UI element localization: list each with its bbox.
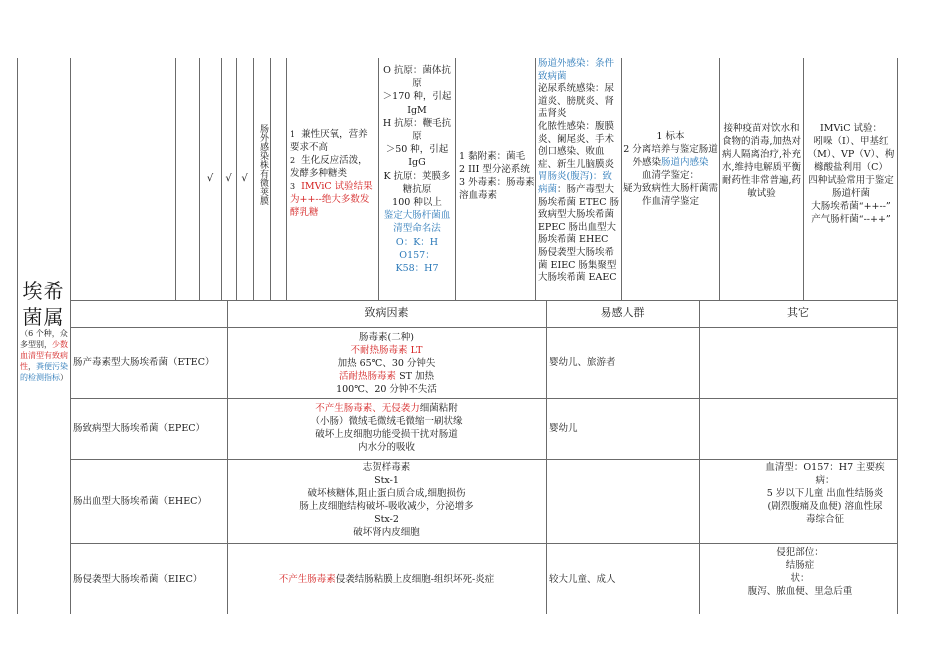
col-divider (175, 58, 176, 300)
row-name-eiec: 肠侵袭型大肠埃希菌（EIEC） (73, 574, 203, 585)
row-divider (70, 543, 897, 544)
col-divider (270, 58, 271, 300)
genus-note-end: ） (60, 373, 68, 382)
etec-line-4: ST 加热 (396, 371, 434, 382)
other-ehec (765, 461, 885, 526)
disease-blue-top: 肠道外感染：条件致病菌 (538, 58, 615, 82)
ehec-line-1: 志贺样毒素 (362, 462, 411, 473)
antigen-o2: ＞170 种，引起 IgM (382, 91, 452, 116)
genus-note-red: 少数血清型有致病性 (20, 340, 68, 371)
ehec-line-2: Stx-1 (374, 475, 399, 486)
ehec-line-5: Stx-2 (374, 514, 399, 525)
header-people: 易感人群 (600, 306, 645, 319)
imvic-line-5: 产气肠杆菌“--++” (811, 214, 891, 225)
antigen-o1: O 抗原：菌体抗原 (383, 65, 451, 90)
col-divider (699, 300, 700, 614)
diagnosis-line-1: 1 标本 (656, 131, 685, 142)
epec-line-4: 内水分的吸收 (357, 442, 415, 453)
eiec-other-4: 腹泻、脓血便、里急后重 (747, 586, 853, 597)
row-divider (70, 300, 897, 301)
virulence-line-3: 3 外毒素：肠毒素溶血毒素 (459, 177, 535, 201)
antigen-h2: ＞50 种，引起 IgG (385, 144, 449, 169)
antigen-h1: H 抗原：鞭毛抗原 (382, 117, 452, 143)
culture-num-3: 3 (290, 182, 296, 191)
eiec-line-1-red: 不产生肠毒素 (278, 574, 336, 585)
col-divider (378, 58, 379, 300)
etec-line-1: 肠毒素(二种) (359, 332, 414, 343)
genus-title: 埃希菌属 (22, 279, 65, 329)
epec-line-1-red: 不产生肠毒素、无侵袭力 (315, 403, 420, 414)
header-factor: 致病因素 (364, 306, 409, 319)
check-mark: √ (241, 173, 248, 184)
diagnosis-line-2-blue: 肠道内感染 (661, 157, 709, 168)
check-mark: √ (206, 173, 214, 184)
ehec-other-1: 血清型：O157：H7 主要疾病： (765, 462, 885, 486)
disease-line-2: 化脓性感染：腹膜炎、阑尾炎、手术创口感染、败血症、新生儿脑膜炎 (538, 120, 615, 170)
imvic-line-1: IMViC 试验： (819, 123, 882, 134)
genus-note (18, 328, 70, 383)
antigen-k2: 100 种以上 (392, 197, 442, 209)
diagnosis-line-4: 疑为致病性大肠杆菌需作血清学鉴定 (623, 183, 719, 207)
prevention-line-1: 接种疫苗对饮水和食物的消毒,加热对病人隔离治疗,补充水,维持电解质平衡 (721, 123, 802, 173)
culture-line-2: 生化反应活泼，发酵多种糖类 (290, 155, 368, 179)
imvic-line-4: 大肠埃希菌“++--” (811, 201, 891, 212)
col-divider (455, 58, 456, 300)
ehec-other-2: 5 岁以下儿童 出血性结肠炎 (766, 488, 884, 499)
genus-note-sep: ， (28, 362, 36, 371)
diagnosis-line-2: 2 分离培养与鉴定肠道外感染 (623, 144, 718, 168)
row-name-ehec: 肠出血型大肠埃希菌（EHEC） (73, 496, 207, 507)
etec-line-5: 100℃、20 分钟不失活 (336, 384, 437, 395)
col-divider (621, 58, 622, 300)
col-divider (546, 300, 547, 614)
prevention-line-2: 耐药性非常普遍,药敏试验 (721, 175, 802, 199)
antigen-blue-1: 鉴定大肠杆菌血清型命名法 (383, 210, 451, 235)
prevention-cell (721, 122, 802, 200)
ehec-other-3: (剧烈腹痛及血便) 溶血性尿毒综合征 (767, 501, 883, 525)
header-other: 其它 (787, 306, 809, 319)
culture-line-3: IMViC 试验结果为++--绝大多数发酵乳糖 (290, 181, 373, 218)
ehec-line-6: 破坏肾内皮细胞 (353, 527, 420, 538)
antigen-blue-4: K58：H7 (395, 263, 439, 275)
antigen-k1: K 抗原：荚膜多糖抗原 (383, 170, 451, 195)
capsule-vertical-label: 肠外感染株有微荚膜 (258, 124, 268, 205)
ehec-line-4: 肠上皮细胞结构破坏-吸收减少，分泌增多 (299, 501, 474, 512)
row-name-etec: 肠产毒素型大肠埃希菌（ETEC） (73, 357, 215, 368)
genus-column-divider (70, 58, 71, 614)
eiec-line-1: 侵袭结肠粘膜上皮细胞-组织坏死-炎症 (335, 574, 495, 585)
ehec-line-3: 破坏核糖体,阻止蛋白质合成,细胞损伤 (307, 488, 466, 499)
border-right (897, 58, 898, 614)
etec-line-3: 加热 65℃、30 分钟失 (337, 358, 436, 369)
check-mark: √ (225, 173, 232, 184)
epec-line-1: 细菌粘附 (419, 403, 458, 414)
imvic-line-2: 吲哚（I）、甲基红（M）、VP（V）、枸橼酸盐利用（C） (807, 136, 895, 173)
virulence-line-1: 1 黏附素：菌毛 (459, 151, 526, 162)
antigen-cell (380, 64, 454, 275)
col-divider (286, 58, 287, 300)
disease-line-1: 泌尿系统感染：尿道炎、膀胱炎、肾盂肾炎 (538, 83, 615, 120)
row-divider (70, 327, 897, 328)
culture-cell (290, 128, 376, 219)
eiec-other-3: 状： (790, 573, 810, 584)
factor-epec (227, 402, 546, 454)
row-divider (70, 398, 897, 399)
antigen-blue-3: O157： (399, 249, 435, 261)
epec-line-2: （小肠）微绒毛微绒毛微缩一刷状缘 (310, 416, 463, 427)
disease-cell (538, 58, 620, 285)
people-epec: 婴幼儿 (549, 423, 578, 434)
diagnosis-cell (623, 130, 718, 208)
col-divider (719, 58, 720, 300)
col-divider (535, 58, 536, 300)
factor-ehec (227, 461, 546, 539)
etec-line-4-red: 活耐热肠毒素 (339, 371, 397, 382)
genus-note-plain: （6 个种，众多型别， (20, 329, 68, 349)
row-divider (70, 459, 897, 460)
row-name-epec: 肠致病型大肠埃希菌（EPEC） (73, 423, 206, 434)
imvic-cell (805, 122, 897, 226)
disease-blue-mid: 胃肠炎(腹泻)：致病菌 (538, 171, 612, 195)
col-divider (803, 58, 804, 300)
virulence-line-2: 2 III 型分泌系统 (459, 164, 530, 175)
virulence-cell (459, 150, 535, 202)
diagnosis-line-3: 血清学鉴定： (641, 170, 699, 181)
disease-line-3: ：肠产毒型大肠埃希菌 ETEC 肠致病型大肠埃希菌 EPEC 肠出血型大肠埃希菌 EHEC 肠侵袭型大肠埃希菌 EIEC 肠集聚型大肠埃希菌 EAEC (538, 183, 620, 284)
etec-line-2: 不耐热肠毒素 LT (350, 345, 423, 356)
other-eiec (735, 546, 865, 598)
col-divider (253, 58, 254, 300)
culture-num-2: 2 (290, 156, 296, 165)
antigen-blue-2: O：K：H (395, 236, 439, 248)
people-etec: 婴幼儿、旅游者 (549, 357, 616, 368)
culture-line-1: 兼性厌氧，营养要求不高 (290, 129, 368, 153)
factor-etec (227, 331, 546, 396)
epec-line-3: 破坏上皮细胞功能受损干扰对肠道 (315, 429, 458, 440)
culture-num-1: 1 (290, 130, 296, 139)
factor-eiec (227, 573, 546, 586)
people-eiec: 较大儿童、成人 (549, 574, 616, 585)
imvic-line-3: 四种试验常用于鉴定肠道杆菌 (808, 175, 894, 199)
genus-note-blue: 粪便污染的检测指标 (20, 362, 68, 382)
eiec-other-1: 侵犯部位： (776, 547, 824, 558)
eiec-other-2: 结肠症 (785, 560, 815, 571)
